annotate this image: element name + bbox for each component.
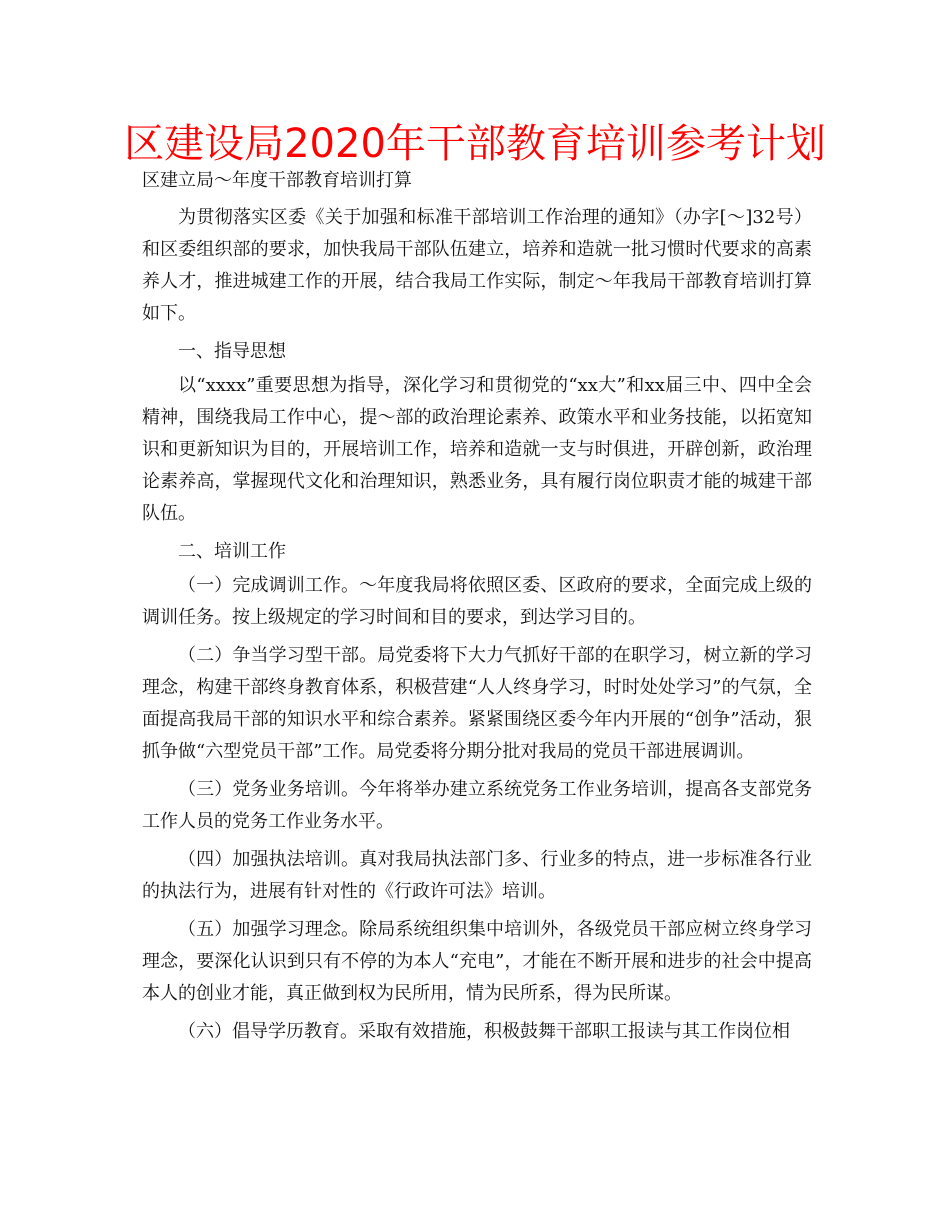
document-title: 区建设局2020年干部教育培训参考计划	[124, 121, 826, 167]
paragraph-intro: 为贯彻落实区委《关于加强和标准干部培训工作治理的通知》（办字[～]32号）和区委组织部的要求，加快我局干部队伍建立，培养和造就一批习惯时代要求的高素养人才，推进城建工作的开展，结合我局工作实际，制定～年我局干部教育培训打算如下。	[142, 207, 812, 324]
paragraph-guiding-thought: 以“xxxx”重要思想为指导，深化学习和贯彻党的“xx大”和xx届三中、四中全会精神，围绕我局工作中心，提～部的政治理论素养、政策水平和业务技能，以拓宽知识和更新知识为目的，开展培训工作，培养和造就一支与时俱进，开辟创新，政治理论素养高，掌握现代文化和治理知识，熟悉业务，具有履行岗位职责才能的城建干部队伍。	[142, 375, 812, 524]
paragraph-item-2: （二）争当学习型干部。局党委将下大力气抓好干部的在职学习，树立新的学习理念，构建干部终身教育体系，积极营建“人人终身学习，时时处处学习”的气氛，全面提高我局干部的知识水平和综合素养。紧紧围绕区委今年内开展的“创争”活动，狠抓争做“六型党员干部”工作。局党委将分期分批对我局的党员干部进展调训。	[142, 645, 812, 762]
paragraph-item-5: （五）加强学习理念。除局系统组织集中培训外，各级党员干部应树立终身学习理念，要深化认识到只有不停的为本人“充电”，才能在不断开展和进步的社会中提高本人的创业才能，真正做到权为民所用，情为民所系，得为民所谋。	[142, 919, 812, 1004]
paragraph-item-4: （四）加强执法培训。真对我局执法部门多、行业多的特点，进一步标准各行业的执法行为，进展有针对性的《行政许可法》培训。	[142, 849, 812, 902]
document-body	[142, 168, 812, 1054]
paragraph-item-3: （三）党务业务培训。今年将举办建立系统党务工作业务培训，提高各支部党务工作人员的党务工作业务水平。	[142, 779, 812, 832]
paragraph-item-1: （一）完成调训工作。～年度我局将依照区委、区政府的要求，全面完成上级的调训任务。按上级规定的学习时间和目的要求，到达学习目的。	[142, 575, 812, 628]
section-heading-training-work: 二、培训工作	[178, 541, 286, 562]
section-heading-guiding-thought: 一、指导思想	[178, 341, 286, 362]
paragraph-item-6: （六）倡导学历教育。采取有效措施，积极鼓舞干部职工报读与其工作岗位相	[178, 1021, 790, 1042]
document-subtitle: 区建立局～年度干部教育培训打算	[142, 170, 412, 191]
